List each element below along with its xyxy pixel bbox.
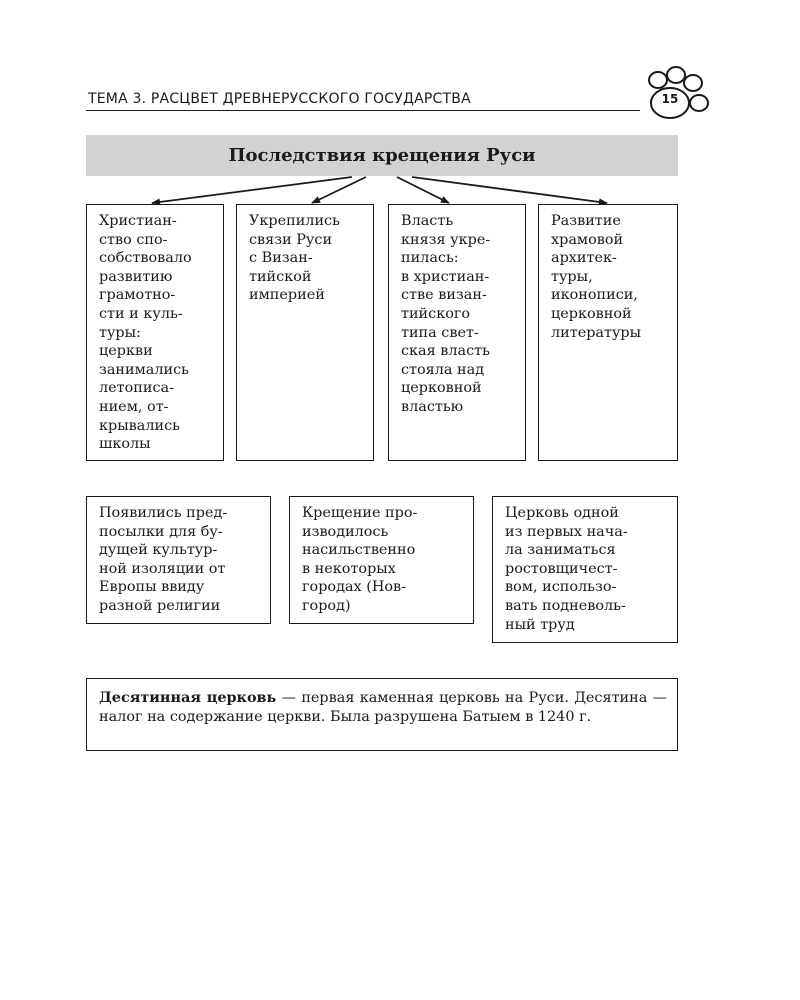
- consequence-box-isolation: Появились пред- посылки для бу- дущей культур- ной изоляции от Европы ввиду разной религии: [86, 496, 271, 624]
- page-number: 15: [661, 92, 679, 106]
- consequence-box-forced-baptism: Крещение про- изводилось насильственно в некоторых городах (Нов- город): [289, 496, 474, 624]
- diagram-title: Последствия крещения Руси: [228, 145, 536, 166]
- consequence-box-princely-power: Власть князя укре- пилась: в христиан- стве визан- тийского типа свет- ская власть стояла над церковной властью: [388, 204, 526, 461]
- definition-term: Десятинная церковь: [99, 689, 277, 706]
- consequence-box-byzantium: Укрепились связи Руси с Визан- тийской империей: [236, 204, 374, 461]
- definition-text: — первая каменная церковь на Руси. Десятина — налог на содержание церкви. Была разрушена Батыем в 1240 г.: [99, 690, 667, 725]
- consequence-box-literacy: Христиан- ство спо- собствовало развитию грамотно- сти и куль- туры: церкви занимались летописа- нием, от- крывались школы: [86, 204, 224, 461]
- consequence-box-architecture: Развитие храмовой архитек- туры, иконописи, церковной литературы: [538, 204, 678, 461]
- chapter-title: ТЕМА 3. РАСЦВЕТ ДРЕВНЕРУССКОГО ГОСУДАРСТВА: [88, 91, 471, 107]
- definition-note: [86, 678, 678, 751]
- consequence-box-usury: Церковь одной из первых нача- ла заниматься ростовщичест- вом, использо- вать подневоль- ный труд: [492, 496, 678, 643]
